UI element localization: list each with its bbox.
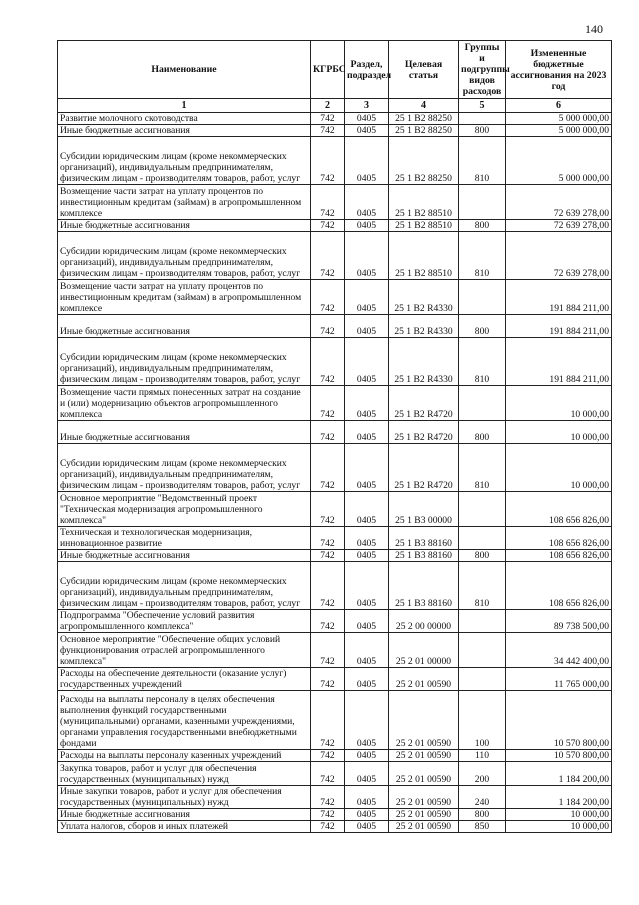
- table-row: [58, 762, 612, 786]
- row-group: 810: [459, 232, 506, 280]
- page-number: 140: [585, 22, 603, 36]
- table-row: [58, 527, 612, 550]
- row-kgrbs: 742: [311, 633, 345, 668]
- row-name: Иные бюджетные ассигнования: [58, 220, 311, 232]
- row-group: 810: [459, 137, 506, 185]
- row-name: Развитие молочного скотоводства: [58, 113, 311, 125]
- row-target: 25 2 01 00590: [389, 762, 459, 786]
- row-name: Расходы на выплаты персоналу в целях обеспечения выполнения функций государственными (муниципальными) органами, казенными учреждениями, органами управления государственными внебюджетными фондами: [58, 691, 311, 750]
- row-target: 25 1 В2 R4330: [389, 280, 459, 315]
- row-kgrbs: 742: [311, 113, 345, 125]
- row-amount: 10 570 800,00: [506, 691, 612, 750]
- row-group: [459, 386, 506, 421]
- row-name: Возмещение части затрат на уплату процентов по инвестиционным кредитам (займам) в агропромышленном комплексе: [58, 280, 311, 315]
- table-row: [58, 633, 612, 668]
- row-group: 800: [459, 220, 506, 232]
- row-name: Субсидии юридическим лицам (кроме некоммерческих организаций), индивидуальным предпринимателям, физическим лицам - производителям товаров, работ, услуг: [58, 338, 311, 386]
- table-row: [58, 315, 612, 338]
- row-amount: 10 000,00: [506, 821, 612, 833]
- row-name: Иные бюджетные ассигнования: [58, 550, 311, 562]
- row-amount: 10 000,00: [506, 386, 612, 421]
- row-section: 0405: [345, 527, 389, 550]
- row-group: [459, 492, 506, 527]
- row-group: 110: [459, 750, 506, 762]
- row-amount: 72 639 278,00: [506, 232, 612, 280]
- row-kgrbs: 742: [311, 562, 345, 610]
- row-name: Возмещение части затрат на уплату процентов по инвестиционным кредитам (займам) в агропромышленном комплексе: [58, 185, 311, 220]
- table-row: [58, 386, 612, 421]
- budget-table: [57, 40, 612, 833]
- row-section: 0405: [345, 786, 389, 809]
- table-row: [58, 220, 612, 232]
- table-row: [58, 492, 612, 527]
- row-amount: 108 656 826,00: [506, 527, 612, 550]
- column-number: 2: [311, 99, 345, 113]
- row-amount: 10 000,00: [506, 444, 612, 492]
- row-amount: 10 000,00: [506, 809, 612, 821]
- row-group: [459, 280, 506, 315]
- row-name: Иные бюджетные ассигнования: [58, 421, 311, 444]
- table-row: [58, 232, 612, 280]
- row-target: 25 2 01 00590: [389, 786, 459, 809]
- row-target: 25 2 01 00590: [389, 668, 459, 691]
- row-amount: 191 884 211,00: [506, 315, 612, 338]
- row-amount: 191 884 211,00: [506, 338, 612, 386]
- row-name: Расходы на выплаты персоналу казенных учреждений: [58, 750, 311, 762]
- header-group: Группы и подгруппы видов расходов: [459, 41, 506, 99]
- row-group: 100: [459, 691, 506, 750]
- row-section: 0405: [345, 113, 389, 125]
- row-kgrbs: 742: [311, 492, 345, 527]
- row-section: 0405: [345, 633, 389, 668]
- row-kgrbs: 742: [311, 421, 345, 444]
- column-number-row: [58, 99, 612, 113]
- row-name: Иные бюджетные ассигнования: [58, 809, 311, 821]
- row-amount: 191 884 211,00: [506, 280, 612, 315]
- row-group: [459, 185, 506, 220]
- row-target: 25 2 00 00000: [389, 610, 459, 633]
- row-section: 0405: [345, 232, 389, 280]
- header-row: [58, 41, 612, 99]
- header-name: Наименование: [58, 41, 311, 99]
- table-body: [58, 113, 612, 833]
- row-section: 0405: [345, 338, 389, 386]
- table-row: [58, 750, 612, 762]
- row-kgrbs: 742: [311, 444, 345, 492]
- table-row: [58, 610, 612, 633]
- row-amount: 10 570 800,00: [506, 750, 612, 762]
- row-kgrbs: 742: [311, 750, 345, 762]
- row-target: 25 2 01 00590: [389, 691, 459, 750]
- row-group: [459, 527, 506, 550]
- row-group: 800: [459, 315, 506, 338]
- row-kgrbs: 742: [311, 232, 345, 280]
- row-name: Иные закупки товаров, работ и услуг для обеспечения государственных (муниципальных) нужд: [58, 786, 311, 809]
- table-row: [58, 562, 612, 610]
- column-number: 4: [389, 99, 459, 113]
- table-row: [58, 444, 612, 492]
- row-name: Субсидии юридическим лицам (кроме некоммерческих организаций), индивидуальным предпринимателям, физическим лицам - производителям товаров, работ, услуг: [58, 137, 311, 185]
- row-name: Субсидии юридическим лицам (кроме некоммерческих организаций), индивидуальным предпринимателям, физическим лицам - производителям товаров, работ, услуг: [58, 444, 311, 492]
- row-kgrbs: 742: [311, 668, 345, 691]
- column-number: 6: [506, 99, 612, 113]
- row-section: 0405: [345, 691, 389, 750]
- row-section: 0405: [345, 185, 389, 220]
- row-target: 25 1 В3 88160: [389, 562, 459, 610]
- column-number: 3: [345, 99, 389, 113]
- row-kgrbs: 742: [311, 809, 345, 821]
- row-amount: 108 656 826,00: [506, 492, 612, 527]
- row-section: 0405: [345, 444, 389, 492]
- row-name: Техническая и технологическая модернизация, инновационное развитие: [58, 527, 311, 550]
- row-section: 0405: [345, 492, 389, 527]
- row-kgrbs: 742: [311, 550, 345, 562]
- header-kgrbs: КГРБС: [311, 41, 345, 99]
- row-amount: 72 639 278,00: [506, 220, 612, 232]
- row-name: Возмещение части прямых понесенных затрат на создание и (или) модернизацию объектов агропромышленного комплекса: [58, 386, 311, 421]
- row-target: 25 1 В2 R4330: [389, 338, 459, 386]
- row-amount: 5 000 000,00: [506, 113, 612, 125]
- row-amount: 108 656 826,00: [506, 562, 612, 610]
- row-group: 200: [459, 762, 506, 786]
- row-target: 25 1 В2 88510: [389, 185, 459, 220]
- table-row: [58, 421, 612, 444]
- row-target: 25 1 В2 R4330: [389, 315, 459, 338]
- row-target: 25 1 В2 88250: [389, 125, 459, 137]
- row-group: [459, 668, 506, 691]
- row-group: 800: [459, 421, 506, 444]
- table-row: [58, 821, 612, 833]
- table-row: [58, 137, 612, 185]
- row-amount: 89 738 500,00: [506, 610, 612, 633]
- row-name: Подпрограмма "Обеспечение условий развития агропромышленного комплекса": [58, 610, 311, 633]
- row-target: 25 1 В2 88250: [389, 113, 459, 125]
- row-kgrbs: 742: [311, 691, 345, 750]
- row-target: 25 1 В2 88250: [389, 137, 459, 185]
- table-row: [58, 125, 612, 137]
- table-row: [58, 786, 612, 809]
- row-kgrbs: 742: [311, 280, 345, 315]
- row-amount: 5 000 000,00: [506, 137, 612, 185]
- row-target: 25 1 В2 R4720: [389, 386, 459, 421]
- row-group: 240: [459, 786, 506, 809]
- row-kgrbs: 742: [311, 125, 345, 137]
- row-amount: 5 000 000,00: [506, 125, 612, 137]
- row-section: 0405: [345, 550, 389, 562]
- row-kgrbs: 742: [311, 220, 345, 232]
- row-group: 810: [459, 562, 506, 610]
- row-kgrbs: 742: [311, 315, 345, 338]
- row-section: 0405: [345, 125, 389, 137]
- row-group: [459, 113, 506, 125]
- table-row: [58, 280, 612, 315]
- row-amount: 72 639 278,00: [506, 185, 612, 220]
- row-target: 25 1 В3 88160: [389, 527, 459, 550]
- row-kgrbs: 742: [311, 527, 345, 550]
- table-row: [58, 113, 612, 125]
- row-kgrbs: 742: [311, 338, 345, 386]
- row-section: 0405: [345, 137, 389, 185]
- row-name: Основное мероприятие "Ведомственный проект "Техническая модернизация агропромышленного комплекса": [58, 492, 311, 527]
- row-target: 25 2 01 00000: [389, 633, 459, 668]
- row-target: 25 1 В3 00000: [389, 492, 459, 527]
- row-target: 25 1 В2 88510: [389, 220, 459, 232]
- header-section: Раздел, подраздел: [345, 41, 389, 99]
- row-name: Субсидии юридическим лицам (кроме некоммерческих организаций), индивидуальным предпринимателям, физическим лицам - производителям товаров, работ, услуг: [58, 232, 311, 280]
- column-number: 5: [459, 99, 506, 113]
- row-section: 0405: [345, 386, 389, 421]
- row-name: Субсидии юридическим лицам (кроме некоммерческих организаций), индивидуальным предпринимателям, физическим лицам - производителям товаров, работ, услуг: [58, 562, 311, 610]
- row-name: Иные бюджетные ассигнования: [58, 125, 311, 137]
- row-group: 800: [459, 809, 506, 821]
- row-target: 25 1 В3 88160: [389, 550, 459, 562]
- row-target: 25 1 В2 R4720: [389, 421, 459, 444]
- header-target: Целевая статья: [389, 41, 459, 99]
- table-row: [58, 668, 612, 691]
- row-group: 810: [459, 444, 506, 492]
- row-amount: 34 442 400,00: [506, 633, 612, 668]
- row-target: 25 2 01 00590: [389, 821, 459, 833]
- row-amount: 108 656 826,00: [506, 550, 612, 562]
- row-section: 0405: [345, 668, 389, 691]
- row-kgrbs: 742: [311, 137, 345, 185]
- row-kgrbs: 742: [311, 786, 345, 809]
- row-kgrbs: 742: [311, 185, 345, 220]
- row-name: Закупка товаров, работ и услуг для обеспечения государственных (муниципальных) нужд: [58, 762, 311, 786]
- row-kgrbs: 742: [311, 386, 345, 421]
- row-kgrbs: 742: [311, 821, 345, 833]
- row-section: 0405: [345, 421, 389, 444]
- table-row: [58, 185, 612, 220]
- row-kgrbs: 742: [311, 762, 345, 786]
- row-section: 0405: [345, 750, 389, 762]
- row-name: Уплата налогов, сборов и иных платежей: [58, 821, 311, 833]
- row-amount: 11 765 000,00: [506, 668, 612, 691]
- row-kgrbs: 742: [311, 610, 345, 633]
- table-row: [58, 338, 612, 386]
- row-group: [459, 610, 506, 633]
- row-section: 0405: [345, 809, 389, 821]
- row-target: 25 1 В2 R4720: [389, 444, 459, 492]
- table-row: [58, 550, 612, 562]
- row-name: Основное мероприятие "Обеспечение общих условий функционирования отраслей агропромышленного комплекса": [58, 633, 311, 668]
- row-name: Иные бюджетные ассигнования: [58, 315, 311, 338]
- row-section: 0405: [345, 562, 389, 610]
- row-target: 25 2 01 00590: [389, 809, 459, 821]
- table-row: [58, 691, 612, 750]
- row-group: 800: [459, 550, 506, 562]
- row-target: 25 2 01 00590: [389, 750, 459, 762]
- row-amount: 10 000,00: [506, 421, 612, 444]
- row-section: 0405: [345, 280, 389, 315]
- row-group: 850: [459, 821, 506, 833]
- row-group: 810: [459, 338, 506, 386]
- row-amount: 1 184 200,00: [506, 762, 612, 786]
- row-group: [459, 633, 506, 668]
- table-row: [58, 809, 612, 821]
- row-section: 0405: [345, 762, 389, 786]
- row-section: 0405: [345, 821, 389, 833]
- row-section: 0405: [345, 315, 389, 338]
- row-section: 0405: [345, 220, 389, 232]
- row-name: Расходы на обеспечение деятельности (оказание услуг) государственных учреждений: [58, 668, 311, 691]
- row-target: 25 1 В2 88510: [389, 232, 459, 280]
- row-section: 0405: [345, 610, 389, 633]
- column-number: 1: [58, 99, 311, 113]
- row-amount: 1 184 200,00: [506, 786, 612, 809]
- header-amount: Измененные бюджетные ассигнования на 2023 год: [506, 41, 612, 99]
- row-group: 800: [459, 125, 506, 137]
